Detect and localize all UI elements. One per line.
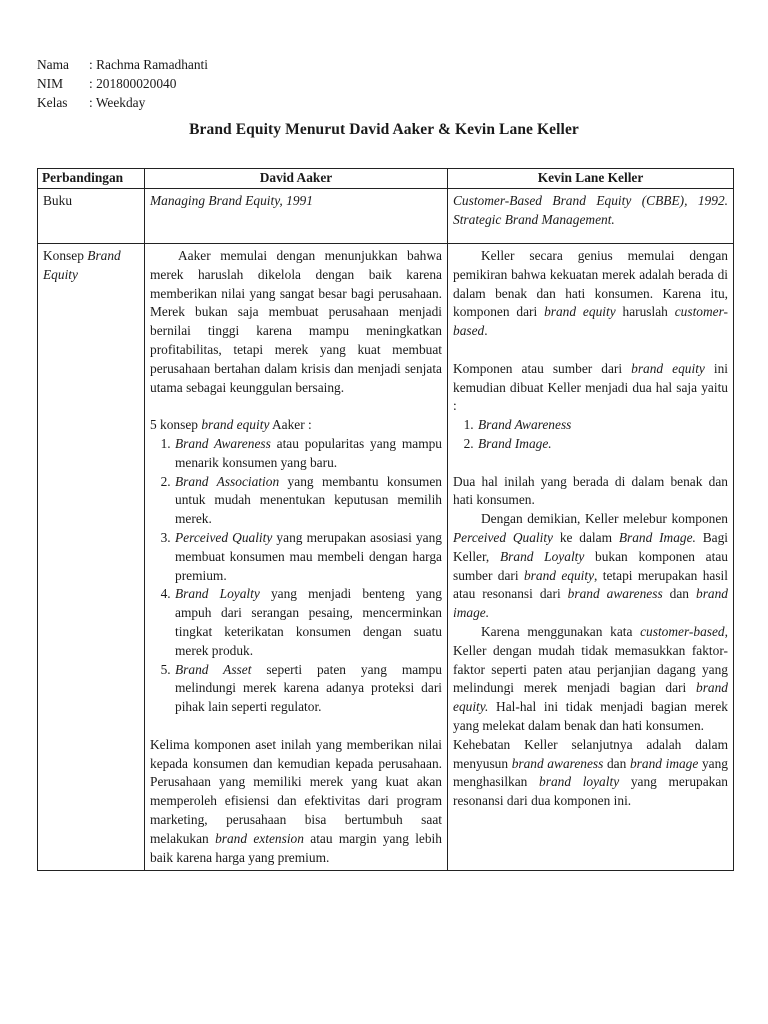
list-item-term: Brand Awareness (478, 417, 572, 433)
keller-paragraph-3: Dua hal inilah yang berada di dalam benak dan hati konsumen. (453, 473, 728, 508)
list-item-term: Brand Image. (478, 435, 552, 451)
cell-konsep-label (38, 244, 145, 871)
nim-label: NIM (37, 76, 64, 91)
list-item (174, 661, 442, 717)
italic-span: Brand Image. (618, 529, 696, 545)
italic-span: brand equity (631, 360, 705, 376)
cell-buku-aaker (145, 189, 448, 244)
list-title-suffix: Aaker : (269, 417, 312, 433)
aaker-concept-list (150, 435, 442, 717)
closing-text-a: Kelima komponen aset inilah yang memberikan nilai kepada konsumen dan kemudian kepada perusahaan. Perusahaan yang memiliki merek yang kuat akan memperoleh efisiensi dan efektivitas dari program marketing, perusahaan bisa bertumbuh saat melakukan (150, 736, 442, 846)
text-span: Kehebatan Keller selanjutnya adalah dalam menyusun (453, 736, 728, 771)
info-row-kelas (37, 93, 208, 112)
text-span: ke dalam (553, 529, 619, 545)
list-item-term: Brand Association (175, 473, 280, 489)
list-item (174, 435, 442, 473)
keller-paragraph-4 (453, 510, 728, 623)
document-title: Brand Equity Menurut David Aaker & Kevin Lane Keller (189, 121, 579, 138)
info-row-nama (37, 55, 208, 74)
aaker-closing-paragraph (150, 736, 442, 868)
header-kevin-lane-keller: Kevin Lane Keller (448, 169, 734, 189)
nama-label: Nama (37, 57, 69, 72)
text-span: haruslah (615, 304, 675, 320)
list-item-text: yang merupakan asosiasi yang membuat konsumen mau membeli dengan harga premium. (175, 529, 442, 583)
list-title-text: 5 konsep (150, 417, 202, 433)
italic-span: brand equity (523, 567, 595, 583)
italic-span: brand loyalty (539, 774, 620, 790)
text-span: dan (662, 586, 696, 602)
closing-text-c: atau margin yang lebih baik karena harga yang premium. (150, 830, 442, 865)
text-span: Hal-hal ini tidak menjadi bagian merek yang melekat dalam benak dan hati konsumen. (453, 699, 728, 733)
list-item-term: Perceived Quality (175, 529, 273, 545)
text-span: bukan komponen atau sumber dari (453, 548, 728, 583)
text-span: dan (603, 755, 630, 771)
list-item-term: Brand Asset (175, 661, 252, 677)
text-span: Komponen atau sumber dari (453, 360, 632, 376)
italic-span: Brand Loyalty (499, 548, 585, 564)
keller-paragraph-2 (453, 360, 728, 416)
italic-span: brand equity. (453, 680, 728, 715)
keller-paragraph-6 (453, 736, 728, 811)
info-row-nim (37, 74, 208, 93)
text-span: yang merupakan resonansi dari dua komponen ini. (453, 774, 729, 809)
text-span: Keller secara genius memulai dengan pemikiran bahwa kekuatan merek adalah berada di dalam benak dan hati konsumen. Karena itu, komponen dari (453, 248, 728, 320)
nim-value: : 201800020040 (89, 76, 177, 91)
text-span: Karena menggunakan kata (481, 623, 641, 639)
text-span: ini kemudian dibuat Keller menjadi dua hal saja yaitu : (453, 360, 729, 414)
text-span: Bagi Keller, (453, 529, 729, 564)
table-row-buku (38, 189, 734, 244)
list-item (477, 435, 728, 454)
table-header-row (38, 169, 734, 189)
list-item-term: Brand Loyalty (175, 586, 260, 602)
closing-italic: brand extension (215, 830, 304, 846)
table-row-konsep (38, 244, 734, 871)
text-span: , tetapi merupakan hasil atau resonansi dari (453, 567, 728, 602)
list-title-italic: brand equity (201, 417, 270, 433)
konsep-label-italic: Brand Equity (43, 248, 121, 282)
list-item (174, 473, 442, 529)
italic-span: Perceived Quality (453, 529, 554, 545)
italic-span: brand awareness (511, 755, 604, 771)
text-span: , Keller dengan mudah tidak memasukkan faktor-faktor seperti paten atau perjanjian dagang yang melindungi merek menjadi bagian dari (453, 623, 728, 696)
cell-konsep-keller (448, 244, 734, 871)
aaker-book-title: Managing Brand Equity, 1991 (150, 193, 313, 208)
student-info (37, 55, 208, 112)
text-span: . (484, 323, 488, 339)
kelas-label: Kelas (37, 95, 68, 110)
header-david-aaker: David Aaker (145, 169, 448, 189)
list-item-term: Brand Awareness (175, 435, 271, 451)
list-item-text: seperti paten yang mampu melindungi merek karena adanya proteksi dari pihak lain seperti regulator. (175, 661, 442, 715)
list-item-text: atau popularitas yang mampu menarik konsumen yang baru. (175, 435, 443, 470)
konsep-label-text: Konsep (43, 248, 88, 263)
italic-span: brand image (629, 755, 699, 771)
aaker-intro-paragraph: Aaker memulai dengan menunjukkan bahwa merek haruslah dikelola dengan baik karena memberikan nilai yang sangat besar bagi perusahaan. Merek bukan saja membuat perusahaan menjadi bernilai tinggi karena mampu meningkatkan profitabilitas, tetapi merek yang kuat membuat perusahaan bertahan dalam krisis dan menjadi senjata utama sebagai keunggulan bersaing. (150, 248, 442, 395)
keller-book-title: Customer-Based Brand Equity (CBBE), 1992. Strategic Brand Management. (453, 193, 728, 227)
italic-span: customer-based (640, 623, 725, 639)
keller-paragraph-1 (453, 247, 728, 341)
list-item (174, 529, 442, 585)
keller-paragraph-5 (453, 623, 728, 736)
text-span: Dengan demikian, Keller melebur komponen (481, 511, 728, 527)
cell-buku-label: Buku (38, 189, 145, 244)
comparison-table (37, 168, 734, 871)
cell-konsep-aaker (145, 244, 448, 871)
italic-span: customer-based (453, 304, 729, 339)
list-item (174, 585, 442, 660)
cell-buku-keller (448, 189, 734, 244)
italic-span: brand image. (453, 586, 728, 621)
text-span: yang menghasilkan (453, 755, 728, 790)
kelas-value: : Weekday (89, 95, 146, 110)
keller-component-list (453, 416, 728, 454)
nama-value: : Rachma Ramadhanti (89, 57, 208, 72)
italic-span: brand awareness (567, 586, 663, 602)
list-item (477, 416, 728, 435)
list-item-text: yang membantu konsumen untuk mudah menentukan keputusan memilih merek. (175, 473, 442, 527)
header-perbandingan: Perbandingan (38, 169, 145, 189)
list-item-text: yang menjadi benteng yang ampuh dari serangan pesaing, mencerminkan tingkat keterikatan konsumen dengan suatu merek produk. (175, 586, 442, 658)
aaker-list-title (150, 416, 442, 435)
italic-span: brand equity (544, 304, 616, 320)
